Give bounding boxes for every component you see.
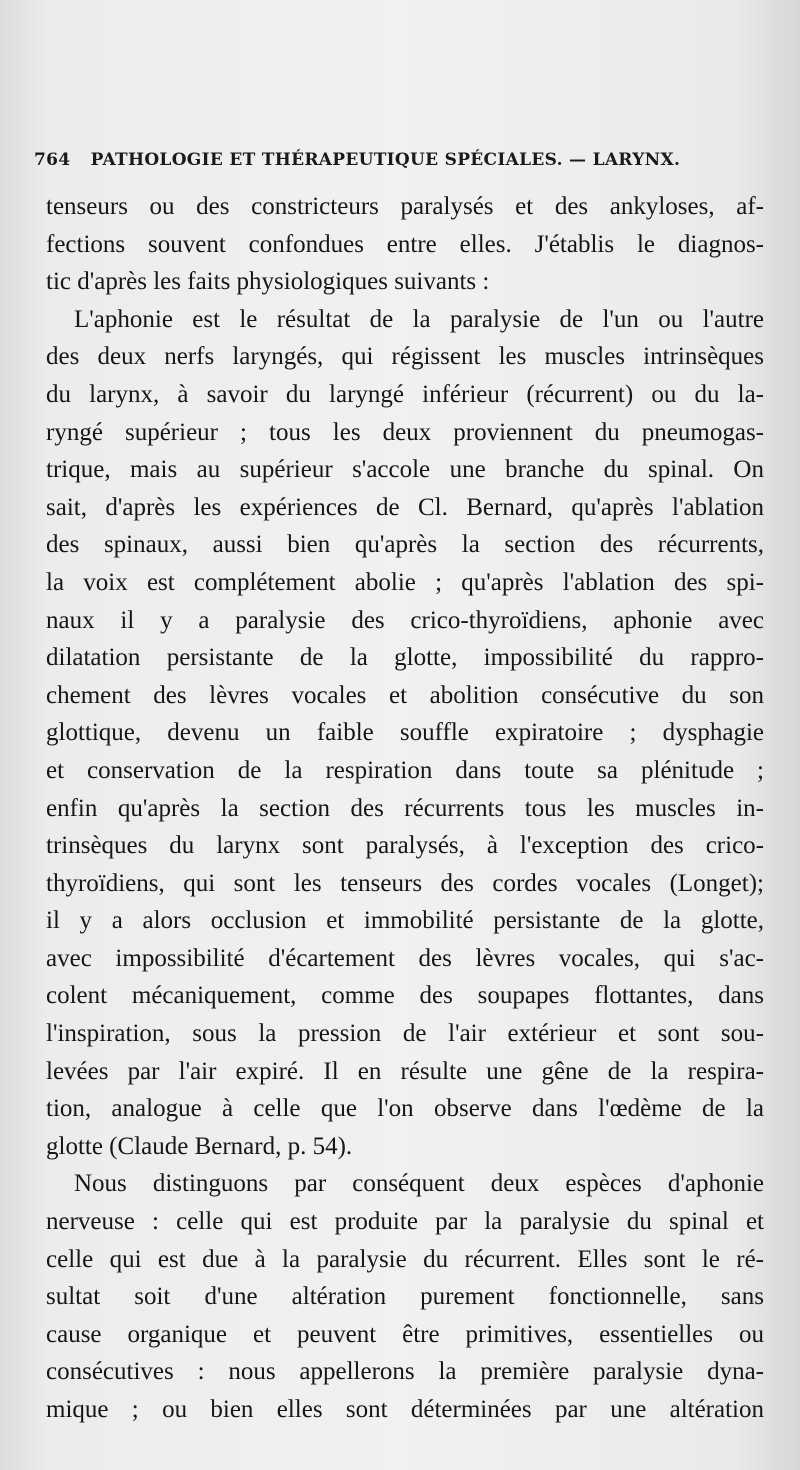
text-line: enfin qu'après la section des récurrents tous les muscles in- bbox=[46, 794, 764, 822]
text-line: avec impossibilité d'écartement des lèvres vocales, qui s'ac- bbox=[46, 944, 764, 972]
running-title: PATHOLOGIE ET THÉRAPEUTIQUE SPÉCIALES. — LARYNX. bbox=[90, 150, 681, 170]
text-line: des deux nerfs laryngés, qui régissent les muscles intrinsèques bbox=[46, 343, 764, 371]
page-number: 764 bbox=[34, 150, 71, 170]
text-line: trinsèques du larynx sont paralysés, à l'exception des crico- bbox=[46, 832, 764, 860]
text-line: ryngé supérieur ; tous les deux proviennent du pneumogas- bbox=[46, 418, 764, 446]
text-line: naux il y a paralysie des crico-thyroïdiens, aphonie avec bbox=[46, 606, 764, 634]
text-line: L'aphonie est le résultat de la paralysie de l'un ou l'autre bbox=[74, 305, 764, 333]
text-line: tion, analogue à celle que l'on observe dans l'œdème de la bbox=[46, 1095, 764, 1123]
text-line: levées par l'air expiré. Il en résulte une gêne de la respira- bbox=[46, 1057, 764, 1085]
body-text bbox=[46, 188, 764, 1429]
running-header bbox=[34, 150, 774, 170]
text-line: et conservation de la respiration dans toute sa plénitude ; bbox=[46, 756, 764, 784]
text-line: des spinaux, aussi bien qu'après la section des récurrents, bbox=[46, 531, 764, 559]
text-line: colent mécaniquement, comme des soupapes flottantes, dans bbox=[46, 982, 764, 1010]
text-line: tenseurs ou des constricteurs paralysés et des ankyloses, af- bbox=[46, 193, 764, 220]
text-line: thyroïdiens, qui sont les tenseurs des cordes vocales (Longet); bbox=[46, 869, 764, 897]
text-line: consécutives : nous appellerons la première paralysie dyna- bbox=[46, 1358, 764, 1386]
text-line: mique ; ou bien elles sont déterminées par une altération bbox=[46, 1396, 764, 1423]
text-line: cause organique et peuvent être primitives, essentielles ou bbox=[46, 1320, 764, 1348]
text-line: nerveuse : celle qui est produite par la paralysie du spinal et bbox=[46, 1208, 764, 1236]
text-line: Nous distinguons par conséquent deux espèces d'aphonie bbox=[74, 1170, 764, 1198]
text-line: la voix est complétement abolie ; qu'après l'ablation des spi- bbox=[46, 568, 764, 596]
text-line: dilatation persistante de la glotte, impossibilité du rappro- bbox=[46, 644, 764, 672]
text-line: fections souvent confondues entre elles. J'établis le diagnos- bbox=[46, 230, 764, 258]
text-line: sait, d'après les expériences de Cl. Bernard, qu'après l'ablation bbox=[46, 493, 764, 521]
text-line: glotte (Claude Bernard, p. 54). bbox=[46, 1132, 353, 1160]
text-line: chement des lèvres vocales et abolition consécutive du son bbox=[46, 681, 764, 709]
text-line: glottique, devenu un faible souffle expiratoire ; dysphagie bbox=[46, 719, 764, 747]
text-line: l'inspiration, sous la pression de l'air extérieur et sont sou- bbox=[46, 1020, 764, 1048]
text-line: tic d'après les faits physiologiques suivants : bbox=[46, 268, 490, 296]
text-line: sultat soit d'une altération purement fonctionnelle, sans bbox=[46, 1283, 764, 1311]
text-line: il y a alors occlusion et immobilité persistante de la glotte, bbox=[46, 907, 764, 935]
text-line: du larynx, à savoir du laryngé inférieur (récurrent) ou du la- bbox=[46, 380, 764, 408]
text-line: trique, mais au supérieur s'accole une branche du spinal. On bbox=[46, 456, 764, 484]
text-line: celle qui est due à la paralysie du récurrent. Elles sont le ré- bbox=[46, 1245, 764, 1273]
